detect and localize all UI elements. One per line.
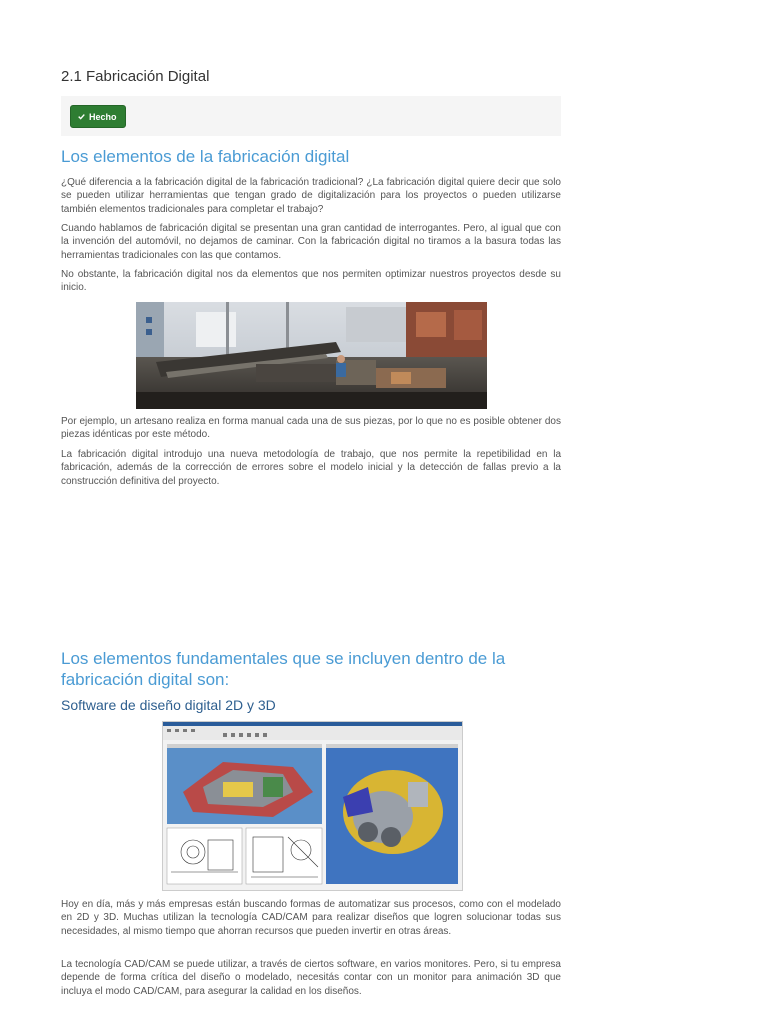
done-button[interactable] [70, 105, 126, 128]
cad-software-image [162, 721, 463, 891]
subheading-software: Software de diseño digital 2D y 3D [61, 697, 276, 713]
paragraph: La fabricación digital introdujo una nueva metodología de trabajo, que nos permite la repetibilidad en la fabricación, además de la corrección de errores sobre el modelo inicial y la detección de fallas previo a la construcción definitiva del proyecto. [61, 449, 561, 487]
factory-photo [136, 302, 487, 409]
completion-bar [61, 96, 561, 136]
check-icon [78, 113, 85, 120]
done-button-label: Hecho [89, 111, 117, 122]
paragraph: Por ejemplo, un artesano realiza en forma manual cada una de sus piezas, por lo que no es posible obtener dos piezas idénticas por este método. [61, 416, 561, 441]
module-title: 2.1 Fabricación Digital [61, 68, 210, 85]
section-heading-fundamentals: Los elementos fundamentales que se incluyen dentro de la fabricación digital son: [61, 649, 506, 689]
paragraph: Cuando hablamos de fabricación digital se presentan una gran cantidad de interrogantes. Pero, al igual que con la invención del automóvil, no dejamos de caminar. Con la fabricación digital no tiramos a la basura todas las herramientas tradicionales con las que contamos. [61, 223, 561, 261]
section-heading-elements: Los elementos de la fabricación digital [61, 147, 350, 166]
paragraph: La tecnología CAD/CAM se puede utilizar, a través de ciertos software, en varios monitores. Pero, si tu empresa depende de forma crítica del diseño o modelado, necesitás contar con un monitor para animación 3D que incluya el modo CAD/CAM, para asegurar la calidad en los diseños. [61, 959, 561, 997]
paragraph: No obstante, la fabricación digital nos da elementos que nos permiten optimizar nuestros proyectos desde su inicio. [61, 269, 561, 294]
paragraph: Hoy en día, más y más empresas están buscando formas de automatizar sus procesos, como con el modelado en 2D y 3D. Muchas utilizan la tecnología CAD/CAM para realizar diseños que logren solucionar todas sus necesidades, al mismo tiempo que ahorran recursos que pueden invertir en otras áreas. [61, 899, 561, 937]
paragraph: ¿Qué diferencia a la fabricación digital de la fabricación tradicional? ¿La fabricación digital quiere decir que solo se pueden utilizar herramientas que tengan grado de digitalización para los proyectos o pueden utilizarse también elementos tradicionales para completar el trabajo? [61, 177, 561, 215]
